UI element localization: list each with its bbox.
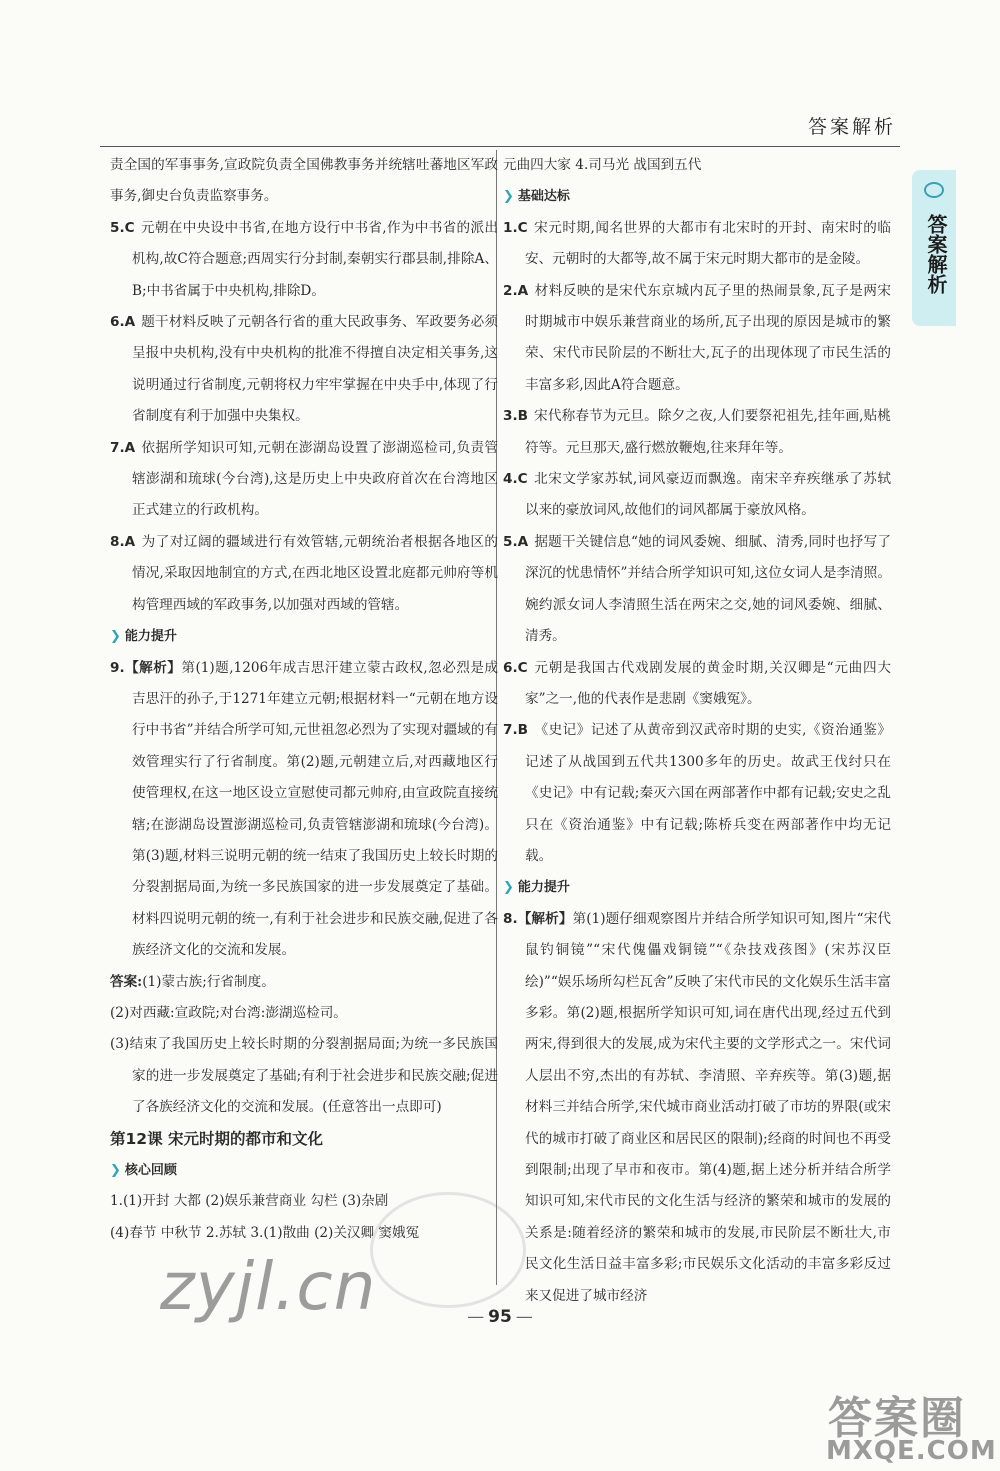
- question-8: 8.【解析】第(1)题仔细观察图片并结合所学知识可知,图片“宋代鼠钓铜镜”“宋代傀儡戏铜镜”“《杂技戏孩图》(宋苏汉臣绘)”“娱乐场所勾栏瓦舍”反映了宋代市民的文化娱乐生活丰富多彩。第(2)题,根据所学知识可知,词在唐代出现,经过五代到两宋,得到很大的发展,成为宋代主要的文学形式之一。宋代词人层出不穷,杰出的有苏轼、李清照、辛弃疾等。第(3)题,据材料三并结合所学,宋代城市商业活动打破了市坊的界限(或宋代的城市打破了商业区和居民区的限制);经商的时间也不再受到限制;出现了早市和夜市。第(4)题,据上述分析并结合所学知识可知,宋代市民的文化生活与经济的繁荣和城市的发展的关系是:随着经济的繁荣和城市的发展,市民阶层不断壮大,市民文化生活日益丰富多彩;市民娱乐文化活动的丰富多彩反过来又促进了城市经济: [503, 910, 892, 1304]
- answer-choice: B: [517, 408, 528, 425]
- question-5: 5.C 元朝在中央设中书省,在地方设行中书省,作为中书省的派出机构,故C符合题意;西周实行分封制,秦朝实行郡县制,排除A、B;中书省属于中央机构,排除D。: [110, 219, 498, 299]
- question-8: 8.A 为了对辽阔的疆域进行有效管辖,元朝统治者根据各地区的情况,采取因地制宜的方式,在西北地区设置北庭都元帅府等机构管理西域的军政事务,以加强对西域的管辖。: [110, 533, 498, 613]
- question-3: 3.B 宋代称春节为元旦。除夕之夜,人们要祭祀祖先,挂年画,贴桃符等。元旦那天,盛行燃放鞭炮,往来拜年等。: [503, 408, 891, 456]
- watermark-logo-sub: MXQE.COM: [826, 1436, 997, 1466]
- section-heading-ability: ❯ 能力提升: [503, 880, 570, 896]
- answer-choice: C: [517, 659, 528, 676]
- question-2: 2.A 材料反映的是宋代东京城内瓦子里的热闹景象,瓦子是两宋时期城市中娱乐兼营商业的场所,瓦子出现的原因是城市的繁荣、宋代市民阶层的不断壮大,瓦子的出现体现了市民生活的丰富多彩,因此A符合题意。: [503, 282, 891, 393]
- watermark-stamp: [370, 1192, 526, 1308]
- question-7: 7.B 《史记》记述了从黄帝到汉武帝时期的史实,《资治通鉴》记述了从战国到五代共1300多年的历史。故武王伐纣只在《史记》中有记载;秦灭六国在两部著作中都有记载;安史之乱只在《资治通鉴》中有记载;陈桥兵变在两部著作中均无记载。: [503, 722, 891, 864]
- page-number: — 95 —: [467, 1307, 533, 1327]
- core-review-line-1: 1.(1)开封 大都 (2)娱乐兼营商业 勾栏 (3)杂剧: [110, 1193, 389, 1210]
- right-column: [503, 150, 891, 1312]
- answer-choice: A: [124, 439, 136, 456]
- question-9-answer-2: (2)对西藏:宣政院;对台湾:澎湖巡检司。: [110, 1004, 347, 1021]
- answer-choice: C: [517, 219, 528, 236]
- answer-choice: B: [517, 722, 528, 739]
- watermark-site: zyjl.cn: [160, 1248, 377, 1325]
- header-title: 答案解析: [808, 116, 897, 138]
- side-tab-label: 答案解析: [924, 214, 948, 294]
- answer-choice: A: [124, 314, 136, 331]
- answer-choice: A: [517, 282, 529, 299]
- section-heading-core: ❯ 核心回顾: [110, 1163, 177, 1178]
- question-9-answer: 答案:(1)蒙古族;行省制度。: [110, 973, 275, 990]
- side-tab: [912, 170, 956, 326]
- answer-choice: C: [124, 219, 135, 236]
- crab-icon: [924, 182, 944, 198]
- question-5: 5.A 据题干关键信息“她的词风委婉、细腻、清秀,同时也抒写了深沉的忧患情怀”并结合所学知识可知,这位女词人是李清照。婉约派女词人李清照生活在两宋之交,她的词风委婉、细腻、清秀。: [503, 533, 891, 645]
- answer-choice: C: [517, 471, 528, 488]
- header-rule: [100, 146, 900, 147]
- section-heading-basic: ❯ 基础达标: [503, 189, 570, 205]
- watermark-logo: 答案圈: [828, 1393, 966, 1444]
- answer-choice: A: [517, 533, 529, 550]
- answer-choice: A: [124, 533, 136, 550]
- core-review-line-2: (4)春节 中秋节 2.苏轼 3.(1)散曲 (2)关汉卿 窦娥冤: [110, 1224, 420, 1241]
- chevron-right-icon: ❯: [503, 189, 514, 205]
- section-heading-ability: ❯ 能力提升: [110, 629, 177, 645]
- question-9: 9.【解析】第(1)题,1206年成吉思汗建立蒙古政权,忽必烈是成吉思汗的孙子,于1271年建立元朝;根据材料一“元朝在地方设行中书省”并结合所学可知,元世祖忽必烈为了实现对疆域的有效管理实行了行省制度。第(2)题,元朝建立后,对西藏地区行使管理权,在这一地区设立宣慰使司都元帅府,由宣政院直接统辖;在澎湖岛设置澎湖巡检司,负责管辖澎湖和琉球(今台湾)。第(3)题,材料三说明元朝的统一结束了我国历史上较长时期的分裂割据局面,为统一多民族国家的进一步发展奠定了基础。材料四说明元朝的统一,有利于社会进步和民族交融,促进了各族经济文化的交流和发展。: [110, 659, 499, 959]
- question-7: 7.A 依据所学知识可知,元朝在澎湖岛设置了澎湖巡检司,负责管辖澎湖和琉球(今台湾),这是历史上中央政府首次在台湾地区正式建立的行政机构。: [110, 439, 498, 519]
- chevron-right-icon: ❯: [110, 629, 121, 645]
- question-6: 6.C 元朝是我国古代戏剧发展的黄金时期,关汉卿是“元曲四大家”之一,他的代表作是悲剧《窦娥冤》。: [503, 659, 891, 707]
- left-intro: 责全国的军事事务,宣政院负责全国佛教事务并统辖吐蕃地区军政事务,御史台负责监察事务。: [110, 157, 498, 205]
- left-column: [110, 150, 498, 1249]
- lesson-title: 第12课 宋元时期的都市和文化: [110, 1129, 323, 1148]
- question-4: 4.C 北宋文学家苏轼,词风豪迈而飘逸。南宋辛弃疾继承了苏轼以来的豪放词风,故他们的词风都属于豪放风格。: [503, 471, 891, 519]
- question-1: 1.C 宋元时期,闻名世界的大都市有北宋时的开封、南宋时的临安、元朝时的大都等,故不属于宋元时期大都市的是金陵。: [503, 219, 891, 268]
- chevron-right-icon: ❯: [503, 880, 514, 896]
- chevron-right-icon: ❯: [110, 1163, 121, 1178]
- question-9-answer-3: (3)结束了我国历史上较长时期的分裂割据局面;为统一多民族国家的进一步发展奠定了基础;有利于社会进步和民族交融;促进了各族经济文化的交流和发展。(任意答出一点即可): [110, 1036, 498, 1116]
- question-6: 6.A 题干材料反映了元朝各行省的重大民政事务、军政要务必须呈报中央机构,没有中央机构的批准不得擅自决定相关事务,这说明通过行省制度,元朝将权力牢牢掌握在中央手中,体现了行省制度有利于加强中央集权。: [110, 314, 498, 425]
- right-continuation: 元曲四大家 4.司马光 战国到五代: [503, 157, 702, 173]
